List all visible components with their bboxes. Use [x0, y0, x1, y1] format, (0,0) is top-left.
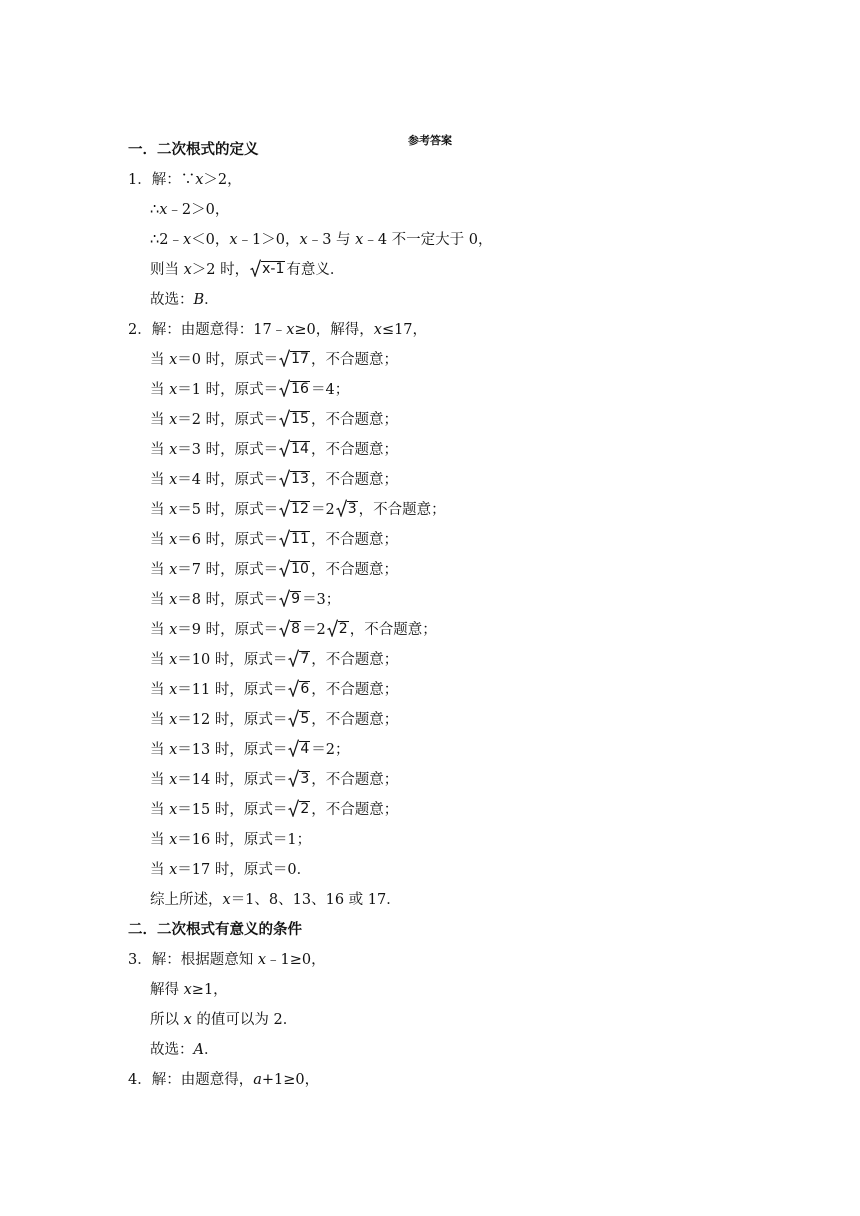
answer-line — [150, 975, 228, 1005]
text-run: 解得 — [150, 982, 184, 998]
text-run: ＜0， — [191, 232, 230, 248]
text-run: 所以 — [150, 1012, 184, 1028]
answer-line — [150, 555, 398, 585]
answer-line — [150, 645, 398, 675]
text-run: 综上所述， — [150, 892, 223, 908]
square-root-expression — [279, 439, 310, 457]
radical-sign-icon — [327, 619, 338, 637]
text-run: 当 — [150, 442, 170, 458]
radical-sign-icon — [288, 799, 299, 817]
math-variable: x — [169, 352, 178, 368]
math-variable: x — [183, 982, 192, 998]
text-run: 的值可以为 2． — [191, 1012, 298, 1028]
square-root-expression — [250, 259, 285, 277]
text-run: ＝14 时，原式＝ — [177, 772, 288, 788]
math-variable: x — [169, 412, 178, 428]
text-run: 1．解：∵ — [128, 172, 196, 188]
text-run: ＝8 时，原式＝ — [177, 592, 279, 608]
math-variable: x — [229, 232, 238, 248]
text-run: 一．二次根式的定义 — [128, 141, 259, 158]
text-run: 当 — [150, 712, 170, 728]
radicand: 10 — [291, 561, 309, 577]
square-root-expression — [288, 649, 310, 667]
text-run: ． — [203, 1042, 219, 1058]
text-run: ﹣1≥0， — [266, 952, 326, 968]
answer-line — [150, 615, 437, 645]
square-root-expression — [279, 619, 301, 637]
text-run: ＝2 时，原式＝ — [177, 412, 279, 428]
radical-sign-icon — [279, 619, 290, 637]
radical-sign-icon — [288, 709, 299, 727]
answer-line — [150, 435, 398, 465]
text-run: ，不合题意； — [310, 412, 398, 428]
text-run: ＝9 时，原式＝ — [177, 622, 279, 638]
answer-line — [150, 885, 401, 915]
radical-sign-icon — [279, 529, 290, 547]
square-root-expression — [279, 379, 310, 397]
radical-sign-icon — [279, 379, 290, 397]
text-run: 当 — [150, 412, 170, 428]
text-run: 二．二次根式有意义的条件 — [128, 921, 302, 938]
text-run: ＞2， — [203, 172, 242, 188]
square-root-expression — [279, 559, 310, 577]
math-variable: x — [169, 742, 178, 758]
radicand: 13 — [291, 471, 309, 487]
math-variable: x — [169, 652, 178, 668]
text-run: ＝1、8、13、16 或 17． — [230, 892, 401, 908]
text-run: 当 — [150, 622, 170, 638]
math-variable: B — [193, 292, 205, 308]
text-run: ＝13 时，原式＝ — [177, 742, 288, 758]
text-run: 则当 — [150, 262, 184, 278]
text-run: 4．解：由题意得， — [128, 1072, 254, 1088]
text-run: 2．解：由题意得：17﹣ — [128, 322, 287, 338]
text-run: ． — [204, 292, 219, 308]
square-root-expression — [279, 589, 301, 607]
answer-line — [128, 165, 242, 195]
answer-line — [150, 495, 446, 525]
square-root-expression — [288, 769, 310, 787]
square-root-expression — [279, 349, 310, 367]
math-variable: x — [159, 202, 168, 218]
text-run: ＝11 时，原式＝ — [177, 682, 288, 698]
text-run: ≥0，解得， — [294, 322, 374, 338]
radicand: 2 — [300, 801, 310, 817]
text-run: ﹣2＞0， — [167, 202, 230, 218]
text-run: ＝7 时，原式＝ — [177, 562, 279, 578]
text-run: ＞2 时， — [191, 262, 250, 278]
text-run: 当 — [150, 532, 170, 548]
math-variable: x — [169, 532, 178, 548]
radical-sign-icon — [288, 649, 299, 667]
radicand: 7 — [300, 651, 310, 667]
text-run: ，不合题意； — [310, 532, 398, 548]
text-run: ∴ — [150, 202, 160, 218]
text-run: 当 — [150, 862, 170, 878]
answer-line — [150, 1035, 218, 1065]
text-run: ＝17 时，原式＝0． — [177, 862, 312, 878]
radical-sign-icon — [279, 589, 290, 607]
math-variable: x — [286, 322, 295, 338]
text-run: ∴2﹣ — [150, 232, 183, 248]
text-run: 当 — [150, 352, 170, 368]
math-variable: x — [183, 1012, 192, 1028]
math-variable: x — [169, 472, 178, 488]
text-run: ﹣3 与 — [307, 232, 356, 248]
text-run: ＝5 时，原式＝ — [177, 502, 279, 518]
radicand: 16 — [291, 381, 309, 397]
text-run: +1≥0， — [261, 1072, 320, 1088]
answer-line — [150, 255, 344, 285]
text-run: 当 — [150, 742, 170, 758]
square-root-expression — [279, 409, 310, 427]
radicand: 5 — [300, 711, 310, 727]
text-run: ，不合题意； — [311, 712, 399, 728]
answer-line — [128, 1065, 319, 1095]
text-run: ≤17， — [381, 322, 428, 338]
radical-sign-icon — [288, 679, 299, 697]
math-variable: A — [193, 1042, 204, 1058]
text-run: ，不合题意； — [310, 562, 398, 578]
math-variable: x — [183, 262, 192, 278]
math-variable: x — [169, 592, 178, 608]
answer-line — [150, 525, 398, 555]
radical-sign-icon — [336, 499, 347, 517]
text-run: ，不合题意； — [311, 682, 399, 698]
radical-sign-icon — [288, 739, 299, 757]
text-run: 当 — [150, 802, 170, 818]
text-run: ﹣4 不一定大于 0， — [363, 232, 493, 248]
math-variable: x — [373, 322, 382, 338]
text-run: 当 — [150, 772, 170, 788]
radical-sign-icon — [279, 499, 290, 517]
answer-line — [150, 675, 398, 705]
radical-sign-icon — [288, 769, 299, 787]
answer-line — [150, 825, 311, 855]
radical-sign-icon — [279, 469, 290, 487]
radical-sign-icon — [279, 349, 290, 367]
radicand: 17 — [291, 351, 309, 367]
text-run: ＝15 时，原式＝ — [177, 802, 288, 818]
square-root-expression — [279, 469, 310, 487]
radical-sign-icon — [250, 259, 261, 277]
text-run: 故选： — [150, 1042, 194, 1058]
answer-line — [150, 345, 398, 375]
answer-line — [150, 585, 340, 615]
radicand: 3 — [300, 771, 310, 787]
math-variable: x — [169, 802, 178, 818]
answer-line — [150, 1005, 297, 1035]
text-run: ≥1， — [191, 982, 228, 998]
radicand: 3 — [347, 501, 357, 517]
answer-line — [150, 705, 398, 735]
answer-line — [150, 765, 398, 795]
math-variable: a — [253, 1072, 262, 1088]
answer-line — [150, 375, 349, 405]
math-variable: x — [169, 772, 178, 788]
text-run: ＝0 时，原式＝ — [177, 352, 279, 368]
text-run: ＝2； — [311, 742, 350, 758]
section-heading — [128, 915, 302, 945]
text-run: 当 — [150, 502, 170, 518]
radicand: 14 — [291, 441, 309, 457]
math-variable: x — [355, 232, 364, 248]
text-run: 故选： — [150, 292, 194, 308]
text-run: 当 — [150, 832, 170, 848]
answer-line — [150, 855, 311, 885]
answer-line — [150, 795, 398, 825]
math-variable: x — [169, 862, 178, 878]
text-run: 当 — [150, 682, 170, 698]
text-run: ＝4 时，原式＝ — [177, 472, 279, 488]
math-variable: x — [195, 172, 204, 188]
text-run: 当 — [150, 382, 170, 398]
square-root-expression — [327, 619, 349, 637]
text-run: ＝12 时，原式＝ — [177, 712, 288, 728]
text-run: ，不合题意； — [310, 442, 398, 458]
square-root-expression — [336, 499, 358, 517]
text-run: ﹣1＞0， — [237, 232, 300, 248]
text-run: ，不合题意； — [311, 652, 399, 668]
math-variable: x — [169, 382, 178, 398]
square-root-expression — [279, 499, 310, 517]
math-variable: x — [182, 232, 192, 248]
math-variable: x — [169, 832, 178, 848]
text-run: ＝3； — [302, 592, 341, 608]
text-run: ＝3 时，原式＝ — [177, 442, 279, 458]
text-run: 3．解：根据题意知 — [128, 952, 258, 968]
text-run: ，不合题意； — [311, 802, 399, 818]
radicand: 4 — [300, 741, 310, 757]
answer-line — [150, 465, 398, 495]
text-run: ＝2 — [302, 622, 326, 638]
square-root-expression — [288, 799, 310, 817]
page-title: 参考答案 — [408, 134, 452, 147]
text-run: 当 — [150, 472, 170, 488]
radical-sign-icon — [279, 559, 290, 577]
radicand: 8 — [291, 621, 301, 637]
text-run: ＝6 时，原式＝ — [177, 532, 279, 548]
math-variable: x — [169, 682, 178, 698]
radicand: 15 — [291, 411, 309, 427]
text-run: 当 — [150, 652, 170, 668]
answer-line — [128, 945, 326, 975]
text-run: ，不合题意； — [310, 472, 398, 488]
text-run: ＝1 时，原式＝ — [177, 382, 279, 398]
text-run: ＝16 时，原式＝1； — [177, 832, 312, 848]
text-run: ，不合题意； — [311, 772, 399, 788]
text-run: ，不合题意； — [310, 352, 398, 368]
math-variable: x — [257, 952, 267, 968]
radicand: 9 — [291, 591, 301, 607]
radicand: x-1 — [262, 261, 285, 277]
text-run: ，不合题意； — [358, 502, 446, 518]
answer-line — [150, 225, 493, 255]
answer-line — [150, 195, 229, 225]
section-heading — [128, 135, 259, 165]
radical-sign-icon — [279, 439, 290, 457]
radicand: 2 — [338, 621, 348, 637]
radicand: 6 — [300, 681, 310, 697]
text-run: ＝10 时，原式＝ — [177, 652, 288, 668]
answer-line — [150, 405, 398, 435]
answer-line — [150, 285, 219, 315]
square-root-expression — [288, 679, 310, 697]
math-variable: x — [169, 562, 178, 578]
radical-sign-icon — [279, 409, 290, 427]
text-run: ＝4； — [310, 382, 350, 398]
text-run: 当 — [150, 562, 170, 578]
text-run: ，不合题意； — [349, 622, 437, 638]
square-root-expression — [288, 739, 310, 757]
math-variable: x — [169, 442, 178, 458]
text-run: ＝2 — [310, 502, 335, 518]
square-root-expression — [288, 709, 310, 727]
text-run: 当 — [150, 592, 170, 608]
math-variable: x — [169, 502, 178, 518]
answer-line — [150, 735, 350, 765]
radicand: 12 — [291, 501, 309, 517]
math-variable: x — [169, 712, 178, 728]
answer-line — [128, 315, 427, 345]
math-variable: x — [299, 232, 308, 248]
math-variable: x — [222, 892, 231, 908]
radicand: 11 — [291, 531, 309, 547]
math-variable: x — [169, 622, 178, 638]
square-root-expression — [279, 529, 310, 547]
text-run: 有意义． — [286, 262, 345, 278]
